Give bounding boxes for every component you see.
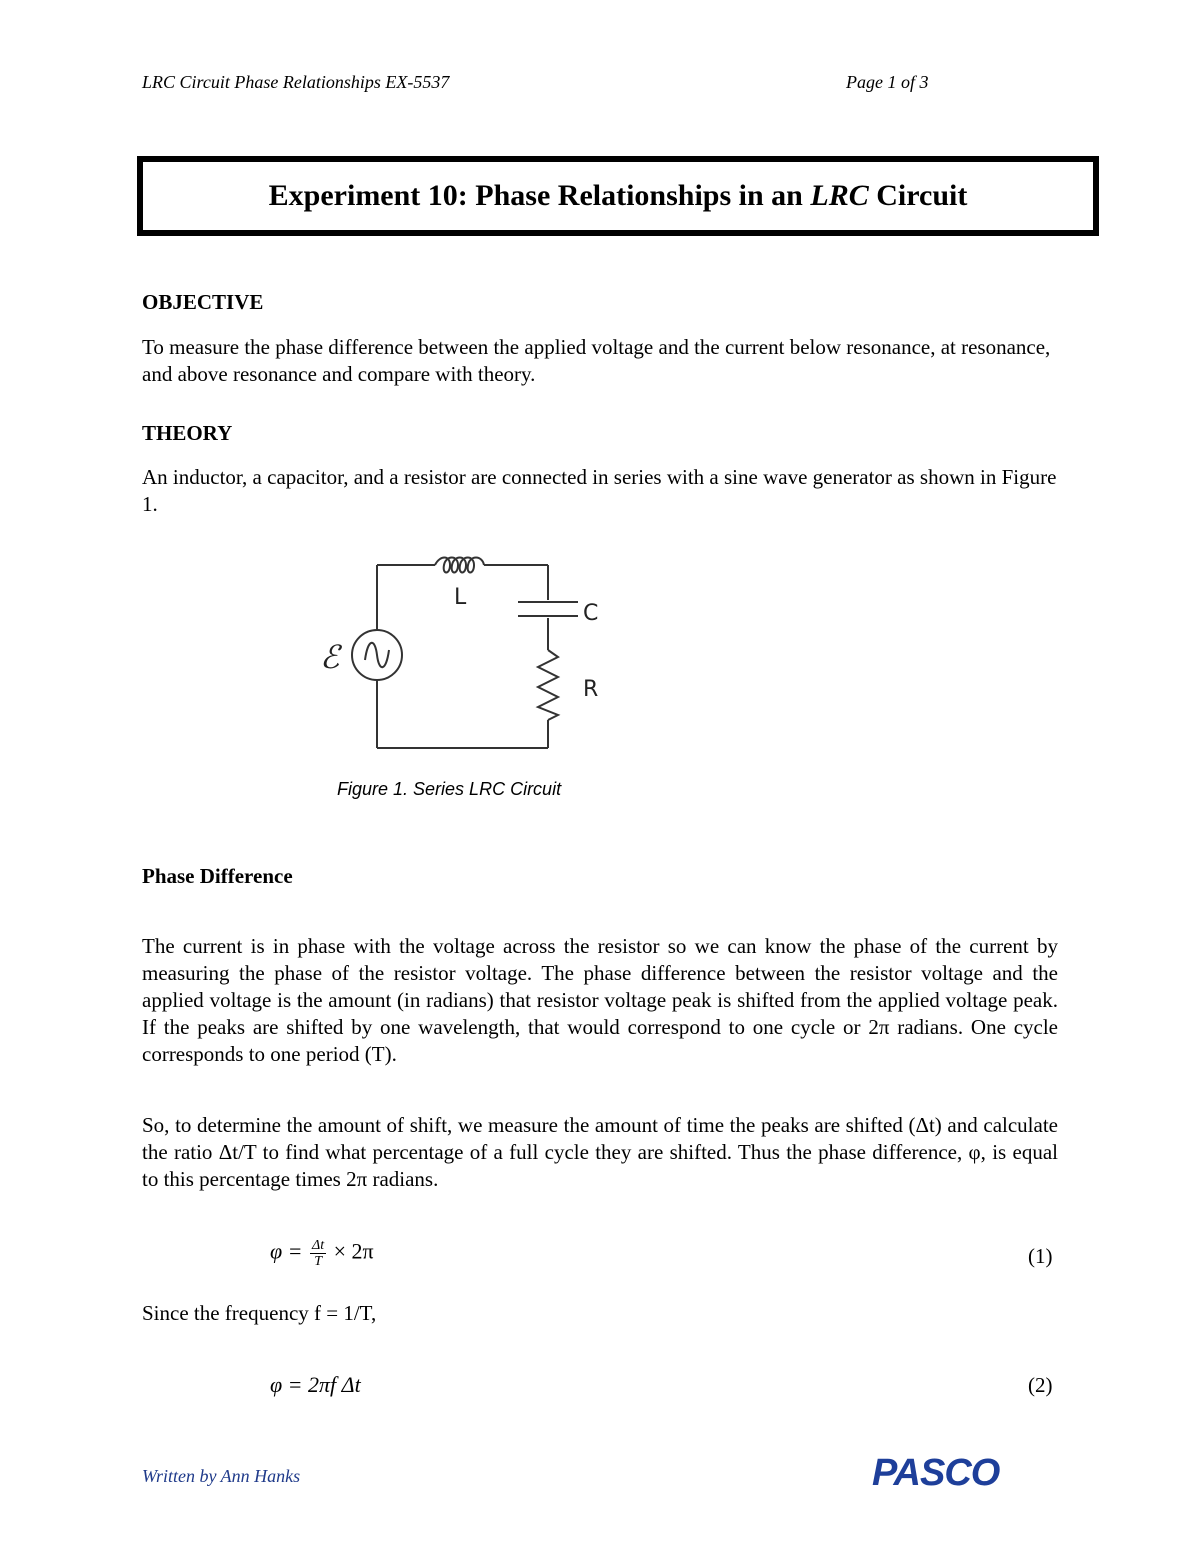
title-box	[137, 156, 1099, 236]
sine-wave-icon	[365, 643, 389, 667]
phase-difference-heading: Phase Difference	[142, 864, 293, 888]
objective-text: To measure the phase difference between the applied voltage and the current below resonance, at resonance, and above resonance and compare with theory.	[142, 335, 1051, 386]
emf-symbol: ℰ	[320, 638, 340, 676]
figure-caption: Figure 1. Series LRC Circuit	[337, 779, 562, 799]
eq1-denominator: T	[314, 1254, 322, 1269]
header-page-label: Page 1 of 3	[846, 72, 929, 92]
theory-text: An inductor, a capacitor, and a resistor are connected in series with a sine wave generator as shown in Figure 1.	[142, 465, 1057, 516]
eq1-lhs: φ =	[270, 1238, 309, 1264]
resistor-zigzag	[538, 650, 558, 720]
since-frequency-text: Since the frequency f = 1/T,	[142, 1301, 377, 1325]
pasco-logo: PASCO	[872, 1452, 1000, 1494]
equation-2: φ = 2πf Δt	[270, 1372, 361, 1397]
inductor-label: L	[454, 585, 467, 610]
equation-1-number: (1)	[1028, 1244, 1053, 1268]
phase-difference-para1: The current is in phase with the voltage across the resistor so we can know the phase of the current by measuring the phase of the resistor voltage. The phase difference between the resistor voltage and the applied voltage is the amount (in radians) that resistor voltage peak is shifted from the applied voltage peak. If the peaks are shifted by one wavelength, that would correspond to one cycle or 2π radians. One cycle corresponds to one period (T).	[142, 934, 1058, 1066]
capacitor-label: C	[583, 601, 599, 626]
page-title	[269, 179, 968, 213]
circuit-diagram	[300, 550, 620, 760]
eq1-rhs: × 2π	[328, 1238, 374, 1264]
resistor-label: R	[583, 677, 599, 702]
title-suffix: Circuit	[868, 179, 968, 212]
theory-heading: THEORY	[142, 421, 233, 445]
header-doc-ref: LRC Circuit Phase Relationships EX-5537	[142, 72, 450, 92]
inductor-coil	[435, 558, 484, 573]
title-prefix: Experiment 10: Phase Relationships in an	[268, 179, 811, 212]
eq1-fraction	[310, 1238, 326, 1269]
equation-1	[270, 1238, 374, 1269]
phase-difference-para2: So, to determine the amount of shift, we measure the amount of time the peaks are shifted (Δt) and calculate the ratio Δt/T to find what percentage of a full cycle they are shifted. Thus the phase difference, φ, is equal to this percentage times 2π radians.	[142, 1113, 1058, 1191]
equation-2-number: (2)	[1028, 1373, 1053, 1397]
objective-heading: OBJECTIVE	[142, 290, 264, 314]
eq1-numerator: Δt	[312, 1238, 325, 1253]
footer-author: Written by Ann Hanks	[142, 1466, 301, 1486]
title-emphasis: LRC	[810, 179, 869, 212]
